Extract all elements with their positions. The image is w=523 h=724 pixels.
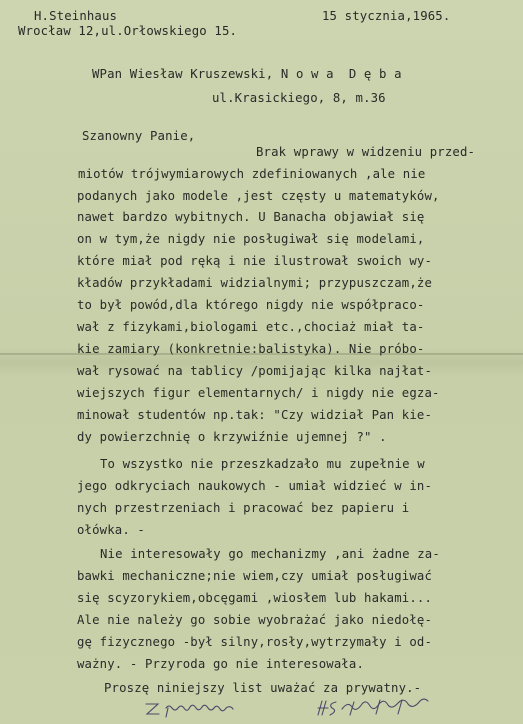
body-line: się scyzorykiem,obcęgami ,wiosłem lub hakami...: [77, 591, 433, 605]
body-line: kładów przykładami widzialnymi; przypuszczam,że: [77, 276, 433, 290]
body-line: nych przestrzeniach i pracować bez papieru i: [77, 501, 410, 515]
body-line: ołówka. -: [77, 523, 145, 537]
body-line: on w tym,że nigdy nie posługiwał się modelami,: [77, 232, 425, 246]
body-line: Ale nie należy go sobie wyobrażać jako niedołę-: [77, 613, 433, 627]
body-line: minował studentów np.tak: "Czy widział Pan kie-: [77, 408, 433, 422]
body-line: wiejszych figur elementarnych/ i nigdy nie egza-: [77, 386, 440, 400]
body-line: jego odkryciach naukowych - umiał widzieć w in-: [77, 479, 433, 493]
body-line: wał z fizykami,biologami etc.,chociaż miał ta-: [77, 320, 425, 334]
body-line: To wszystko nie przeszkadzało mu zupełnie w: [100, 457, 425, 471]
body-line: gę fizycznego -był silny,rosły,wytrzymały i od-: [77, 635, 433, 649]
recipient-line-1: WPan Wiesław Kruszewski, N o w a D ę b a: [92, 67, 402, 81]
body-line: podanych jako modele ,jest częsty u matematyków,: [77, 189, 440, 203]
recipient-line-2: ul.Krasickiego, 8, m.36: [212, 91, 386, 105]
salutation: Szanowny Panie,: [82, 129, 196, 143]
sender-address: Wrocław 12,ul.Orłowskiego 15.: [18, 24, 238, 38]
body-line: wał rysować na tablicy /pomijając kilka najłat-: [77, 364, 433, 378]
body-line: Brak wprawy w widzeniu przed-: [256, 145, 476, 159]
letter-date: 15 stycznia,1965.: [322, 9, 451, 23]
body-line: kie zamiary (konkretnie:balistyka). Nie próbo-: [77, 342, 425, 356]
body-line: dy powierzchnię o krzywiźnie ujemnej ?" .: [77, 430, 387, 444]
body-line: ważny. - Przyroda go nie interesowała.: [77, 657, 365, 671]
body-line: to był powód,dla którego nigdy nie współpraco-: [77, 298, 425, 312]
body-line: Proszę niniejszy list uważać za prywatny.-: [104, 681, 422, 695]
body-line: Nie interesowały go mechanizmy ,ani żadne za-: [100, 547, 440, 561]
body-line: nawet bardzo wybitnych. U Banacha objawiał się: [77, 210, 425, 224]
handwritten-signature: [140, 698, 480, 720]
body-line: które miał pod ręką i nie ilustrował swoich wy-: [77, 254, 433, 268]
body-line: bawki mechaniczne;nie wiem,czy umiał posługiwać: [77, 569, 433, 583]
body-line: miotów trójwymiarowych zdefiniowanych ,ale nie: [78, 167, 426, 181]
sender-name: H.Steinhaus: [34, 9, 118, 23]
